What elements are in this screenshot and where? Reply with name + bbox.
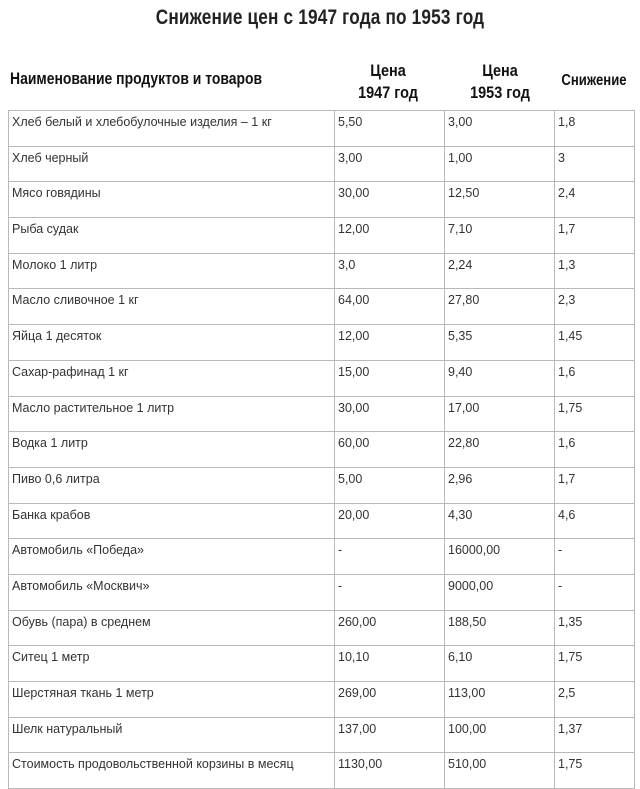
- cell-price-1947: 3,00: [335, 146, 445, 182]
- cell-product-name: Стоимость продовольственной корзины в месяц: [9, 753, 335, 789]
- cell-product-name: Пиво 0,6 литра: [9, 467, 335, 503]
- cell-price-1947: 137,00: [335, 717, 445, 753]
- cell-decrease: -: [555, 574, 635, 610]
- cell-decrease: 3: [555, 146, 635, 182]
- table-row: [9, 753, 635, 789]
- cell-product-name: Мясо говядины: [9, 182, 335, 218]
- cell-product-name: Шелк натуральный: [9, 717, 335, 753]
- cell-price-1953: 113,00: [445, 682, 555, 718]
- cell-product-name: Ситец 1 метр: [9, 646, 335, 682]
- cell-price-1947: 5,50: [335, 111, 445, 147]
- cell-price-1953: 100,00: [445, 717, 555, 753]
- page-title: Снижение цен с 1947 года по 1953 год: [155, 6, 485, 29]
- cell-price-1953: 9,40: [445, 360, 555, 396]
- table-row: [9, 111, 635, 147]
- table-row: [9, 218, 635, 254]
- table-row: [9, 539, 635, 575]
- cell-price-1947: -: [335, 574, 445, 610]
- cell-decrease: 1,7: [555, 218, 635, 254]
- cell-price-1947: 10,10: [335, 646, 445, 682]
- cell-product-name: Банка крабов: [9, 503, 335, 539]
- cell-product-name: Шерстяная ткань 1 метр: [9, 682, 335, 718]
- cell-price-1953: 17,00: [445, 396, 555, 432]
- cell-price-1953: 510,00: [445, 753, 555, 789]
- column-header-decrease: Снижение: [561, 72, 627, 89]
- cell-price-1947: 5,00: [335, 467, 445, 503]
- cell-price-1953: 16000,00: [445, 539, 555, 575]
- column-header-name: Наименование продуктов и товаров: [10, 69, 263, 88]
- cell-price-1947: 12,00: [335, 218, 445, 254]
- cell-price-1953: 2,96: [445, 467, 555, 503]
- table-row: [9, 396, 635, 432]
- cell-price-1947: 20,00: [335, 503, 445, 539]
- cell-price-1947: 1130,00: [335, 753, 445, 789]
- cell-price-1953: 188,50: [445, 610, 555, 646]
- cell-price-1947: 30,00: [335, 182, 445, 218]
- table-row: [9, 503, 635, 539]
- cell-decrease: 1,75: [555, 646, 635, 682]
- cell-price-1947: 12,00: [335, 325, 445, 361]
- table-row: [9, 717, 635, 753]
- cell-price-1953: 3,00: [445, 111, 555, 147]
- table-row: [9, 360, 635, 396]
- cell-price-1947: 260,00: [335, 610, 445, 646]
- cell-decrease: 2,4: [555, 182, 635, 218]
- cell-decrease: 1,45: [555, 325, 635, 361]
- column-header-price-1953: Цена 1953 год: [470, 61, 530, 102]
- price-table: [8, 110, 635, 789]
- cell-price-1947: 60,00: [335, 432, 445, 468]
- cell-decrease: 1,6: [555, 360, 635, 396]
- cell-product-name: Сахар-рафинад 1 кг: [9, 360, 335, 396]
- cell-price-1947: 3,0: [335, 253, 445, 289]
- cell-decrease: 1,37: [555, 717, 635, 753]
- table-row: [9, 146, 635, 182]
- cell-decrease: 1,6: [555, 432, 635, 468]
- cell-price-1953: 12,50: [445, 182, 555, 218]
- table-row: [9, 646, 635, 682]
- table-row: [9, 289, 635, 325]
- cell-price-1953: 7,10: [445, 218, 555, 254]
- cell-decrease: 2,3: [555, 289, 635, 325]
- cell-decrease: 1,7: [555, 467, 635, 503]
- cell-price-1953: 27,80: [445, 289, 555, 325]
- table-row: [9, 682, 635, 718]
- cell-product-name: Молоко 1 литр: [9, 253, 335, 289]
- cell-decrease: 1,3: [555, 253, 635, 289]
- cell-product-name: Рыба судак: [9, 218, 335, 254]
- cell-product-name: Хлеб черный: [9, 146, 335, 182]
- cell-price-1953: 22,80: [445, 432, 555, 468]
- cell-price-1947: 30,00: [335, 396, 445, 432]
- cell-decrease: 1,8: [555, 111, 635, 147]
- cell-product-name: Масло сливочное 1 кг: [9, 289, 335, 325]
- table-row: [9, 467, 635, 503]
- cell-decrease: 1,75: [555, 396, 635, 432]
- table-row: [9, 432, 635, 468]
- column-header-price-1947: Цена 1947 год: [358, 61, 418, 102]
- cell-product-name: Хлеб белый и хлебобулочные изделия – 1 кг: [9, 111, 335, 147]
- table-row: [9, 182, 635, 218]
- cell-decrease: 1,35: [555, 610, 635, 646]
- cell-price-1953: 4,30: [445, 503, 555, 539]
- cell-price-1953: 2,24: [445, 253, 555, 289]
- cell-product-name: Яйца 1 десяток: [9, 325, 335, 361]
- cell-price-1947: 15,00: [335, 360, 445, 396]
- cell-product-name: Автомобиль «Москвич»: [9, 574, 335, 610]
- cell-price-1953: 6,10: [445, 646, 555, 682]
- table-row: [9, 325, 635, 361]
- table-row: [9, 253, 635, 289]
- table-row: [9, 610, 635, 646]
- cell-price-1947: 269,00: [335, 682, 445, 718]
- cell-decrease: 1,75: [555, 753, 635, 789]
- cell-price-1953: 9000,00: [445, 574, 555, 610]
- cell-decrease: 4,6: [555, 503, 635, 539]
- cell-product-name: Автомобиль «Победа»: [9, 539, 335, 575]
- cell-product-name: Обувь (пара) в среднем: [9, 610, 335, 646]
- cell-price-1953: 5,35: [445, 325, 555, 361]
- cell-product-name: Водка 1 литр: [9, 432, 335, 468]
- table-row: [9, 574, 635, 610]
- cell-price-1953: 1,00: [445, 146, 555, 182]
- cell-price-1947: 64,00: [335, 289, 445, 325]
- cell-product-name: Масло растительное 1 литр: [9, 396, 335, 432]
- cell-decrease: 2,5: [555, 682, 635, 718]
- cell-price-1947: -: [335, 539, 445, 575]
- cell-decrease: -: [555, 539, 635, 575]
